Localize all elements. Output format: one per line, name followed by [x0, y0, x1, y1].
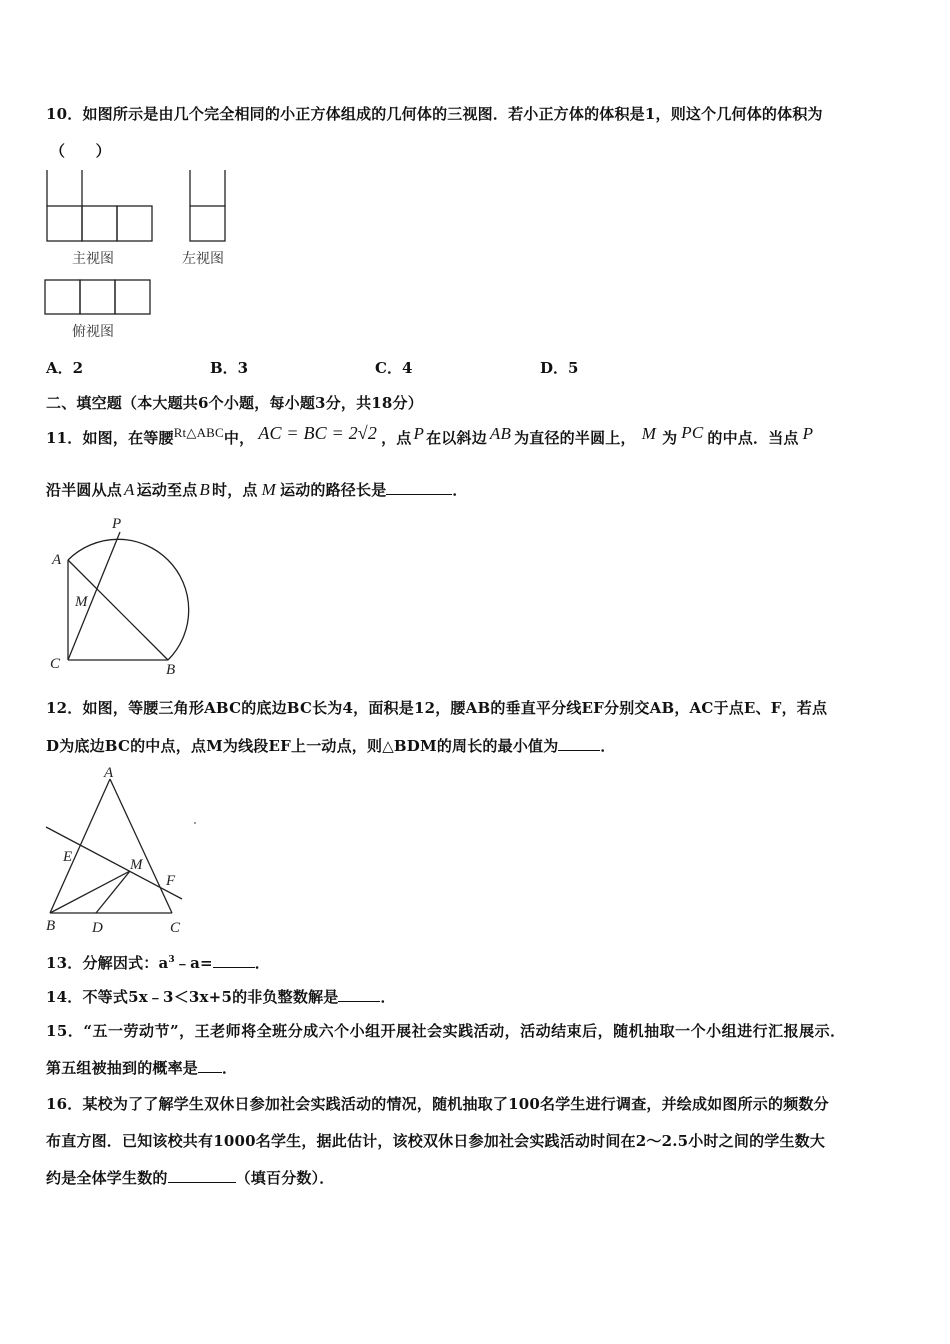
q11-p2: P [802, 424, 814, 443]
q15-line-1: 15．“五一劳动节”，王老师将全班分成六个小组开展社会实践活动，活动结束后，随机抽取一个小组进行汇报展示． [46, 1022, 846, 1040]
q10-option-d: D．5 [540, 359, 579, 377]
q11-text-10: 时，点 [212, 481, 258, 499]
q11-label-p: P [112, 516, 122, 532]
q16-line-2: 布直方图．已知该校共有1000名学生，据此估计，该校双休日参加社会实践活动时间在2～2.5小时之间的学生数大 [46, 1132, 826, 1150]
q11-text-8: 沿半圆从点 [46, 481, 123, 499]
q11-text-2: 中， [223, 429, 255, 447]
q11-text-4: 在以斜边 [426, 429, 487, 447]
q11-label-a: A [52, 552, 62, 568]
q16-answer-blank[interactable] [168, 1168, 236, 1183]
q11-m: M [641, 424, 657, 443]
top-view-caption: 俯视图 [72, 324, 114, 340]
q14-answer-blank[interactable] [338, 987, 380, 1002]
q12-end: ． [600, 737, 616, 755]
q11-p: P [413, 424, 425, 443]
q11-text-6: 为 [662, 429, 678, 447]
q12-figure [44, 765, 204, 937]
q11-pc: PC [681, 423, 704, 442]
q11-a: A [124, 480, 135, 499]
q11-text-11: 运动的路径长是 [280, 481, 387, 499]
stray-dot [194, 822, 196, 824]
q13-exponent: 3 [168, 955, 175, 965]
q14-end: ． [380, 988, 396, 1006]
q11-rt-triangle: Rt△ABC [173, 425, 224, 440]
q15-text-2: 第五组被抽到的概率是 [46, 1059, 199, 1077]
q11-m2: M [261, 480, 276, 499]
q11-line-2 [46, 479, 468, 500]
q16-line-3 [46, 1167, 335, 1188]
q10-option-a: A．2 [46, 359, 84, 377]
q11-b: B [199, 480, 211, 499]
front-view-caption: 主视图 [72, 251, 114, 267]
q13-text-1: 13．分解因式：a [46, 954, 169, 972]
q15-line-2 [46, 1057, 237, 1078]
left-view-caption: 左视图 [182, 251, 224, 267]
q11-label-b: B [166, 662, 176, 678]
front-view-figure [46, 170, 156, 245]
q12-label-c: C [170, 920, 181, 936]
q10-option-b: B．3 [210, 359, 249, 377]
q11-label-m: M [75, 594, 88, 610]
q14-text: 14．不等式5x﹣3＜3x+5的非负整数解是 [46, 988, 339, 1006]
q11-equation: AC = BC = 2√2 [258, 423, 378, 443]
q11-answer-blank[interactable] [386, 480, 452, 495]
q11-label-c: C [50, 656, 61, 672]
q12-answer-blank[interactable] [558, 736, 600, 751]
q15-answer-blank[interactable] [198, 1058, 222, 1073]
top-view-figure [44, 279, 154, 319]
q16-text-4: （填百分数）． [235, 1169, 335, 1187]
q12-label-a: A [104, 765, 114, 781]
q11-text-1: 11．如图，在等腰 [46, 429, 174, 447]
q15-end: ． [222, 1059, 238, 1077]
q12-label-b: B [46, 918, 56, 934]
q11-text-3: ，点 [381, 429, 412, 447]
q10-stem: 10．如图所示是由几个完全相同的小正方体组成的几何体的三视图．若小正方体的体积是1，则这个几何体的体积为 [46, 105, 823, 123]
q13-line [46, 952, 270, 973]
q12-line-1: 12．如图，等腰三角形ABC的底边BC长为4，面积是12，腰AB的垂直平分线EF分别交AB，AC于点E、F，若点 [46, 699, 828, 717]
q12-label-m: M [130, 857, 143, 873]
section-2-heading: 二、填空题（本大题共6个小题，每小题3分，共18分） [46, 394, 423, 412]
q11-text-7: 的中点．当点 [707, 429, 799, 447]
q10-answer-paren: （ ） [50, 142, 111, 160]
q13-end: ． [254, 954, 270, 972]
q11-text-9: 运动至点 [136, 481, 198, 499]
q16-line-1: 16．某校为了了解学生双休日参加社会实践活动的情况，随机抽取了100名学生进行调查，并绘成如图所示的频数分 [46, 1095, 829, 1113]
q16-text-3: 约是全体学生数的 [46, 1169, 168, 1187]
q11-ab: AB [489, 424, 512, 443]
q12-text-2: D为底边BC的中点，点M为线段EF上一动点，则△BDM的周长的最小值为 [46, 737, 559, 755]
q12-line-2 [46, 735, 616, 756]
q12-label-d: D [92, 920, 103, 936]
q12-label-f: F [166, 873, 176, 889]
q11-text-5: 为直径的半圆上， [514, 429, 636, 447]
q14-line [46, 986, 396, 1007]
q10-option-c: C．4 [375, 359, 413, 377]
q11-end: ． [452, 481, 468, 499]
q12-label-e: E [63, 849, 73, 865]
left-view-figure [189, 170, 229, 245]
q11-line-1 [46, 423, 814, 448]
q13-answer-blank[interactable] [213, 953, 255, 968]
q11-figure [44, 512, 204, 677]
q13-text-2: ﹣a= [174, 954, 213, 972]
